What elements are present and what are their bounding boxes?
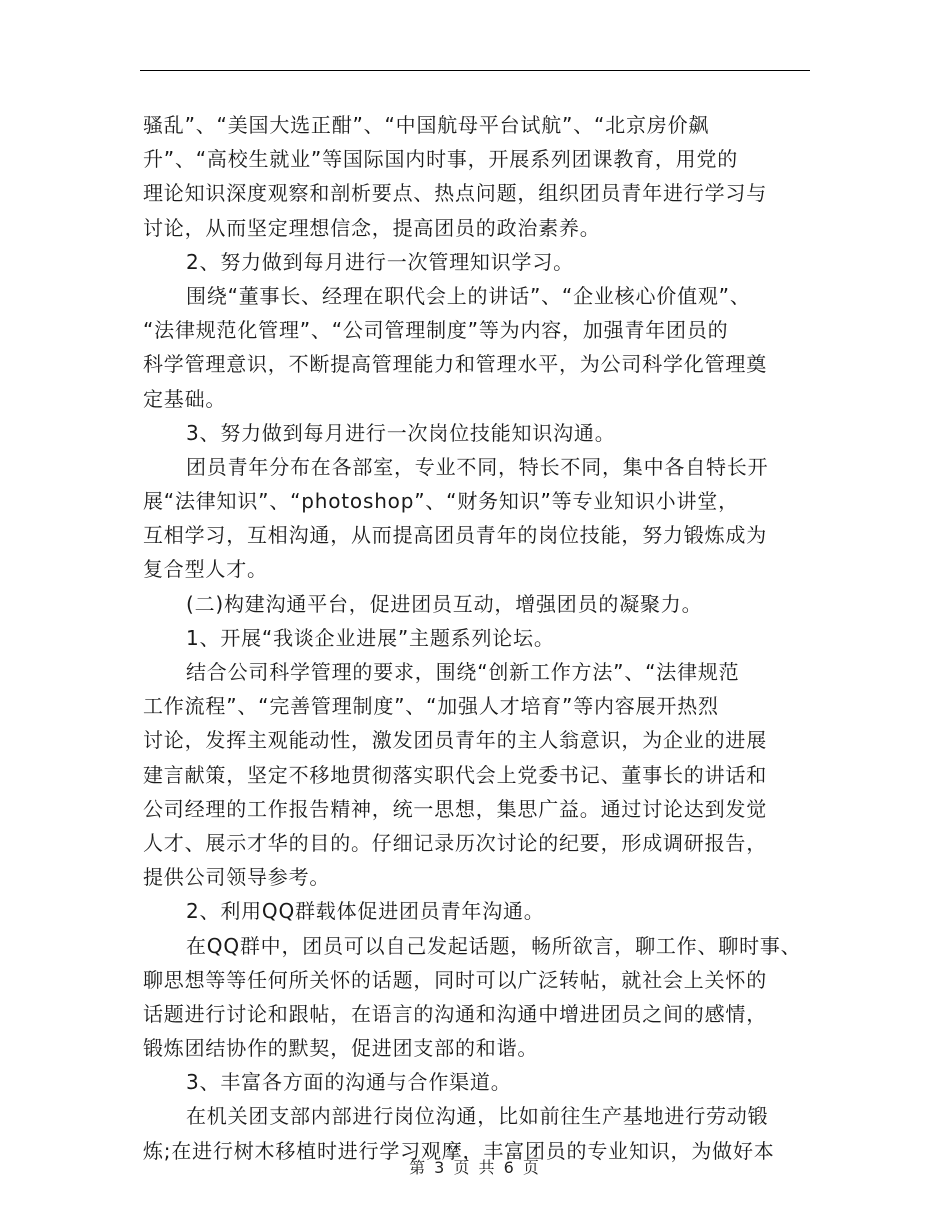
text-line: 围绕“董事长、经理在职代会上的讲话”、“企业核心价值观”、 bbox=[186, 283, 751, 308]
text-line: 在机关团支部内部进行岗位沟通，比如前往生产基地进行劳动锻 bbox=[186, 1104, 769, 1129]
text-line: 建言献策，坚定不移地贯彻落实职代会上党委书记、董事长的讲话和 bbox=[143, 762, 767, 787]
text-line: 公司经理的工作报告精神，统一思想，集思广益。通过讨论达到发觉 bbox=[143, 796, 767, 821]
text-line: (二)构建沟通平台，促进团员互动，增强团员的凝聚力。 bbox=[186, 591, 703, 616]
text-line: 1、开展“我谈企业进展”主题系列论坛。 bbox=[186, 625, 555, 650]
text-line: 展“法律知识”、“photoshop”、“财务知识”等专业知识小讲堂， bbox=[143, 489, 739, 514]
text-line: 锻炼团结协作的默契，促进团支部的和谐。 bbox=[143, 1036, 539, 1061]
text-line: “法律规范化管理”、“公司管理制度”等为内容，加强青年团员的 bbox=[143, 318, 729, 343]
text-line: 3、丰富各方面的沟通与合作渠道。 bbox=[186, 1070, 512, 1095]
text-line: 骚乱”、“美国大选正酣”、“中国航母平台试航”、“北京房价飙 bbox=[143, 113, 710, 137]
text-line: 话题进行讨论和跟帖，在语言的沟通和沟通中增进团员之间的感情， bbox=[143, 1001, 767, 1026]
text-line: 团员青年分布在各部室，专业不同，特长不同，集中各自特长开 bbox=[186, 454, 769, 479]
text-line: 复合型人才。 bbox=[143, 557, 268, 582]
header-rule bbox=[140, 70, 810, 71]
page-footer: 第 3 页 共 6 页 bbox=[409, 1158, 541, 1177]
text-line: 人才、展示才华的目的。仔细记录历次讨论的纪要，形成调研报告， bbox=[143, 830, 767, 855]
text-line: 2、努力做到每月进行一次管理知识学习。 bbox=[186, 249, 574, 274]
text-line: 在QQ群中，团员可以自己发起话题，畅所欲言，聊工作、聊时事、 bbox=[186, 933, 802, 958]
text-line: 3、努力做到每月进行一次岗位技能知识沟通。 bbox=[186, 420, 616, 445]
text-line: 讨论，从而坚定理想信念，提高团员的政治素养。 bbox=[143, 215, 601, 240]
text-line: 定基础。 bbox=[143, 386, 227, 411]
text-line: 结合公司科学管理的要求，围绕“创新工作方法”、“法律规范 bbox=[186, 660, 740, 684]
text-line: 工作流程”、“完善管理制度”、“加强人才培育”等内容展开热烈 bbox=[143, 694, 719, 719]
text-line: 提供公司领导参考。 bbox=[143, 865, 331, 890]
text-line: 理论知识深度观察和剖析要点、热点问题，组织团员青年进行学习与 bbox=[143, 181, 767, 206]
text-line: 互相学习，互相沟通，从而提高团员青年的岗位技能，努力锻炼成为 bbox=[143, 523, 767, 548]
text-line: 科学管理意识，不断提高管理能力和管理水平，为公司科学化管理奠 bbox=[143, 352, 767, 377]
text-line: 讨论，发挥主观能动性，激发团员青年的主人翁意识，为企业的进展 bbox=[143, 728, 767, 753]
document-body bbox=[143, 108, 823, 1168]
text-line: 炼;在进行树木移植时进行学习观摩，丰富团员的专业知识，为做好本 bbox=[143, 1138, 775, 1163]
text-line: 2、利用QQ群载体促进团员青年沟通。 bbox=[186, 899, 545, 924]
text-line: 聊思想等等任何所关怀的话题，同时可以广泛转帖，就社会上关怀的 bbox=[143, 967, 767, 992]
text-line: 升”、“高校生就业”等国际国内时事，开展系列团课教育，用党的 bbox=[143, 147, 739, 172]
